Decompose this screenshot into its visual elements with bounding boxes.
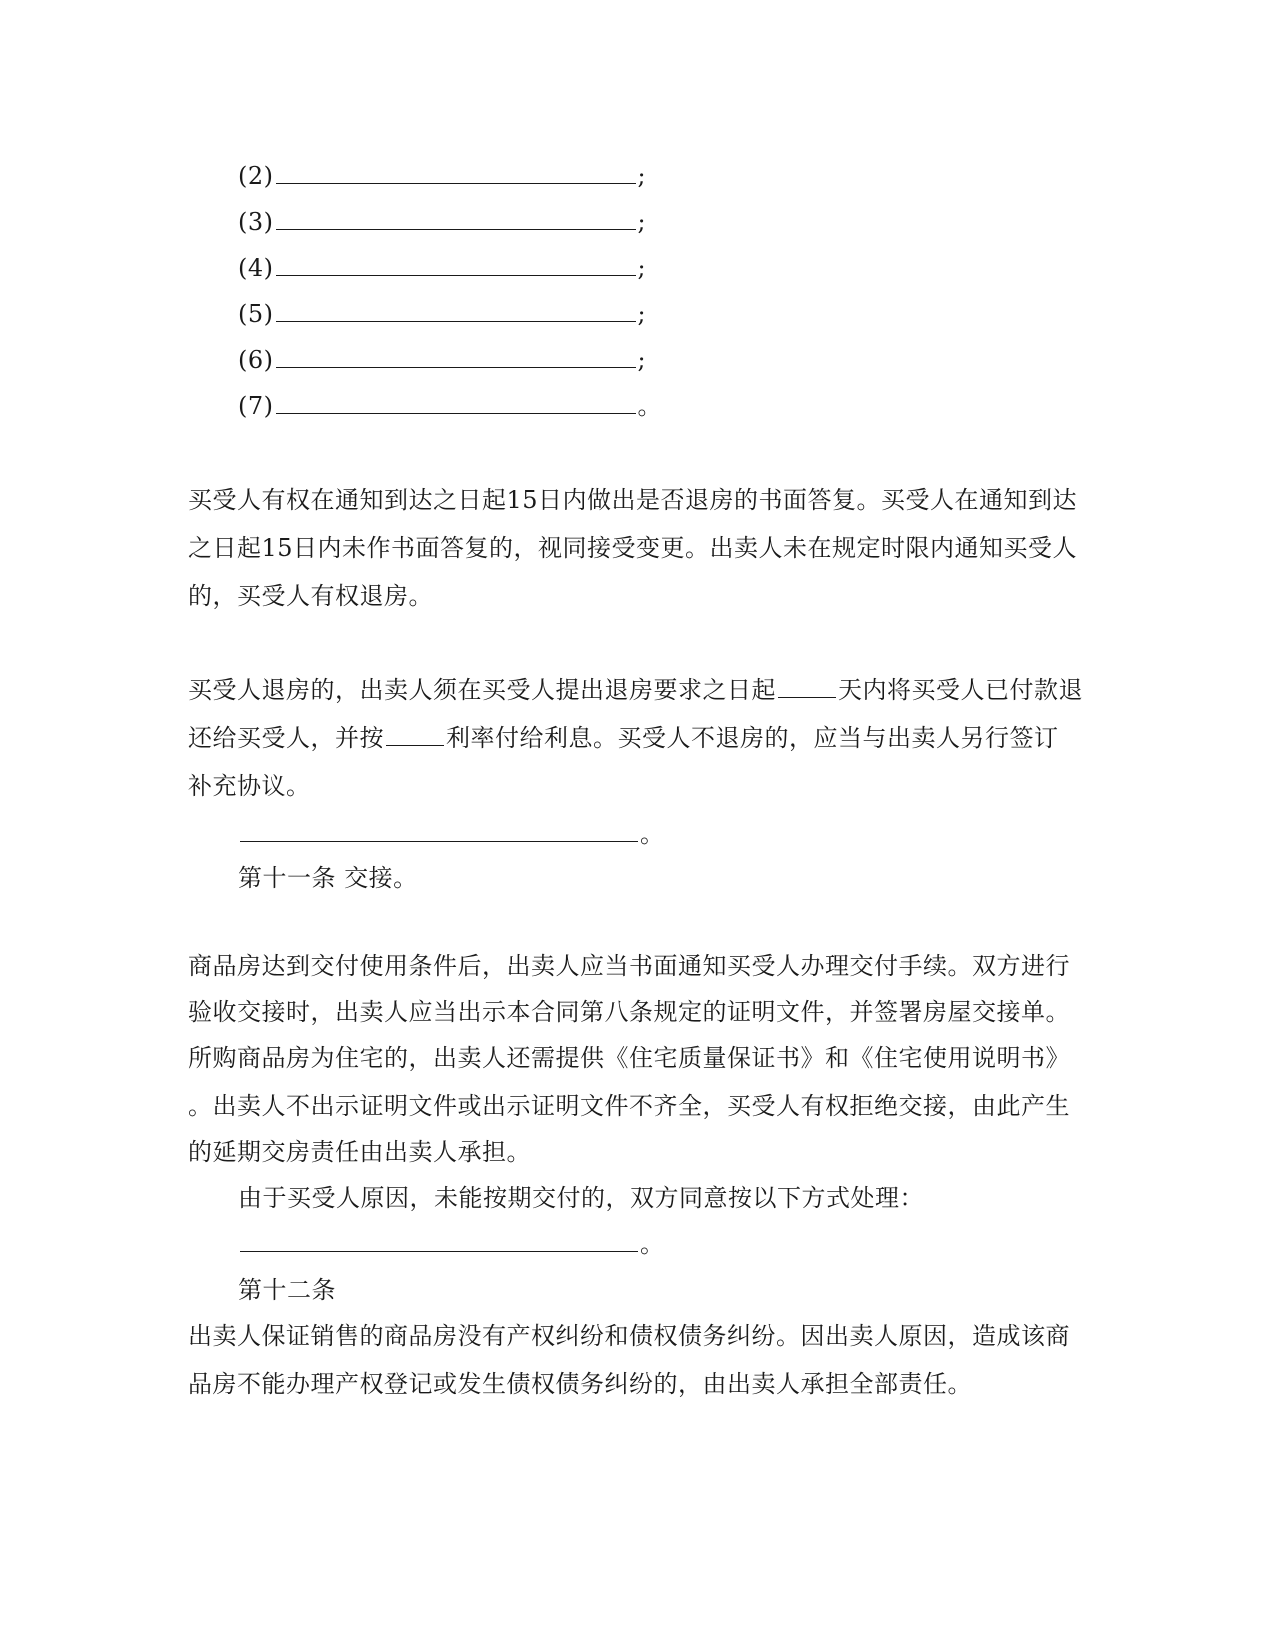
list-item [238, 344, 646, 376]
list-item-end: ; [637, 300, 647, 328]
text-run: 利率付给利息。买受人不退房的，应当与出卖人另行签订 [446, 724, 1059, 752]
paragraph-line: 买受人有权在通知到达之日起15日内做出是否退房的书面答复。买受人在通知到达 [188, 486, 1078, 514]
paragraph-line: 补充协议。 [188, 772, 311, 800]
list-item [238, 298, 646, 330]
article-title: 第十二条 [238, 1276, 336, 1304]
list-item-label: (6) [238, 346, 274, 374]
list-item-label: (4) [238, 254, 274, 282]
paragraph-line: 验收交接时，出卖人应当出示本合同第八条规定的证明文件，并签署房屋交接单。 [188, 998, 1070, 1026]
list-item-label: (3) [238, 208, 274, 236]
paragraph-line: 所购商品房为住宅的，出卖人还需提供《住宅质量保证书》和《住宅使用说明书》 [188, 1044, 1070, 1072]
fill-blank [240, 1229, 638, 1252]
list-item [238, 206, 646, 238]
fill-blank [276, 391, 636, 414]
list-item [238, 252, 646, 284]
paragraph-line: 出卖人保证销售的商品房没有产权纠纷和债权债务纠纷。因出卖人原因，造成该商 [188, 1322, 1070, 1350]
list-item-label: (2) [238, 162, 274, 190]
fill-blank [276, 161, 636, 184]
fill-blank [276, 345, 636, 368]
paragraph-line: 。出卖人不出示证明文件或出示证明文件不齐全，买受人有权拒绝交接，由此产生 [188, 1092, 1070, 1120]
fill-blank [386, 723, 444, 746]
list-item-end: 。 [637, 392, 662, 420]
list-item-end: ; [637, 162, 647, 190]
fill-blank [276, 299, 636, 322]
list-item-end: ; [637, 254, 647, 282]
paragraph-line: 由于买受人原因，未能按期交付的，双方同意按以下方式处理： [238, 1184, 924, 1212]
paragraph-line: 的，买受人有权退房。 [188, 582, 433, 610]
list-item [238, 160, 646, 192]
list-item-label: (5) [238, 300, 274, 328]
fill-blank [276, 207, 636, 230]
fill-blank [276, 253, 636, 276]
text-run: 还给买受人，并按 [188, 724, 384, 752]
blank-end: 。 [640, 820, 665, 848]
list-item-end: ; [637, 208, 647, 236]
list-item-label: (7) [238, 392, 274, 420]
fill-blank [778, 675, 836, 698]
fill-blank [240, 819, 638, 842]
paragraph-line [188, 674, 1083, 706]
list-item [238, 390, 662, 422]
paragraph-line: 之日起15日内未作书面答复的，视同接受变更。出卖人未在规定时限内通知买受人 [188, 534, 1078, 562]
blank-end: 。 [640, 1230, 665, 1258]
paragraph-line [188, 722, 1059, 754]
article-title: 第十一条 交接。 [238, 864, 418, 892]
paragraph-line: 的延期交房责任由出卖人承担。 [188, 1138, 531, 1166]
text-run: 天内将买受人已付款退 [838, 676, 1083, 704]
blank-line-row [238, 1228, 665, 1260]
blank-line-row [238, 818, 665, 850]
paragraph-line: 商品房达到交付使用条件后，出卖人应当书面通知买受人办理交付手续。双方进行 [188, 952, 1070, 980]
text-run: 买受人退房的，出卖人须在买受人提出退房要求之日起 [188, 676, 776, 704]
paragraph-line: 品房不能办理产权登记或发生债权债务纠纷的，由出卖人承担全部责任。 [188, 1370, 972, 1398]
list-item-end: ; [637, 346, 647, 374]
